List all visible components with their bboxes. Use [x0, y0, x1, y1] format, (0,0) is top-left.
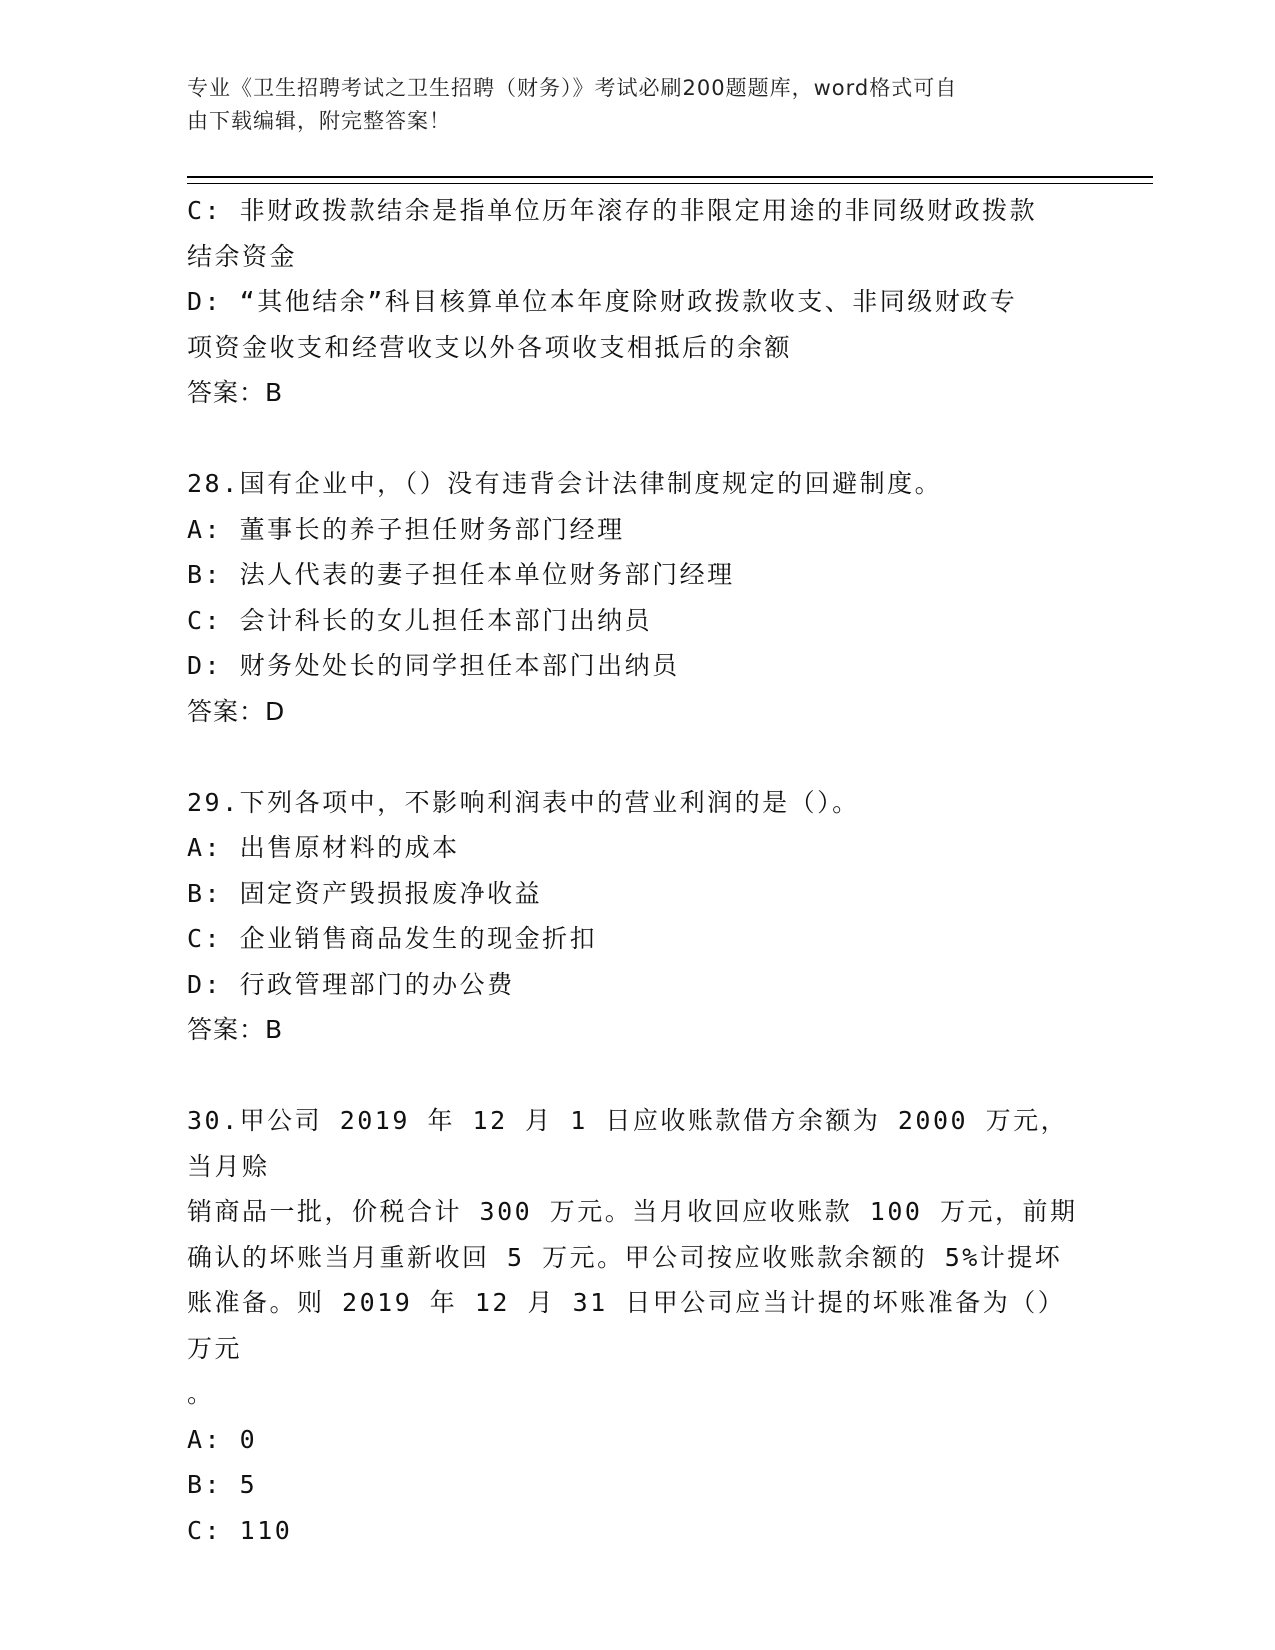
question-28-stem: 28.国有企业中，（）没有违背会计法律制度规定的回避制度。: [187, 469, 943, 498]
header-rule-thin: [187, 183, 1153, 184]
question-30-stem-line-2: 销商品一批，价税合计 300 万元。当月收回应收账款 100 万元，前期: [187, 1197, 1078, 1226]
question-30: [187, 1098, 1087, 1553]
question-28-option-d: D: 财务处处长的同学担任本部门出纳员: [187, 651, 680, 680]
question-28-option-a: A: 董事长的养子担任财务部门经理: [187, 514, 625, 544]
document-body: [187, 188, 1087, 1553]
question-30-stem-line-3: 确认的坏账当月重新收回 5 万元。甲公司按应收账款余额的 5%计提坏: [187, 1242, 1063, 1272]
spacer: [187, 1053, 1087, 1099]
header-line-1: 专业《卫生招聘考试之卫生招聘（财务）》考试必刷200题题库，word格式可自: [187, 76, 958, 100]
question-29-option-a: A: 出售原材料的成本: [187, 833, 460, 862]
header-rule-thick: [187, 176, 1153, 178]
question-29-stem: 29.下列各项中，不影响利润表中的营业利润的是（）。: [187, 787, 860, 817]
question-29-option-b: B: 固定资产毁损报废净收益: [187, 878, 543, 908]
spacer: [187, 734, 1087, 780]
question-29-option-c: C: 企业销售商品发生的现金折扣: [187, 924, 598, 953]
question-27-continued: [187, 188, 1087, 416]
question-30-option-a: A: 0: [187, 1424, 258, 1454]
option-d-line-1: D: “其他结余”科目核算单位本年度除财政拨款收支、非同级财政专: [187, 287, 1018, 316]
option-c-line-1: C: 非财政拨款结余是指单位历年滚存的非限定用途的非同级财政拨款: [187, 196, 1038, 225]
answer-29: 答案：B: [187, 1015, 284, 1044]
document-header: [187, 72, 1087, 138]
question-30-option-b: B: 5: [187, 1470, 258, 1499]
question-29-option-d: D: 行政管理部门的办公费: [187, 969, 515, 999]
question-28: [187, 461, 1087, 734]
question-28-option-c: C: 会计科长的女儿担任本部门出纳员: [187, 605, 653, 635]
question-30-stem-line-5: 。: [187, 1379, 215, 1408]
answer-27: 答案：B: [187, 378, 284, 407]
header-line-2: 由下载编辑，附完整答案！: [187, 109, 451, 133]
question-30-stem-line-4: 账准备。则 2019 年 12 月 31 日甲公司应当计提的坏账准备为（）万元: [187, 1288, 1066, 1363]
question-30-option-c: C: 110: [187, 1515, 293, 1545]
option-d-line-2: 项资金收支和经营收支以外各项收支相抵后的余额: [187, 332, 793, 362]
spacer: [187, 416, 1087, 462]
question-30-stem-line-1: 30.甲公司 2019 年 12 月 1 日应收账款借方余额为 2000 万元，当月赊: [187, 1106, 1069, 1181]
question-29: [187, 780, 1087, 1053]
option-c-line-2: 结余资金: [187, 241, 298, 271]
answer-28: 答案：D: [187, 696, 286, 726]
question-28-option-b: B: 法人代表的妻子担任本单位财务部门经理: [187, 560, 735, 589]
